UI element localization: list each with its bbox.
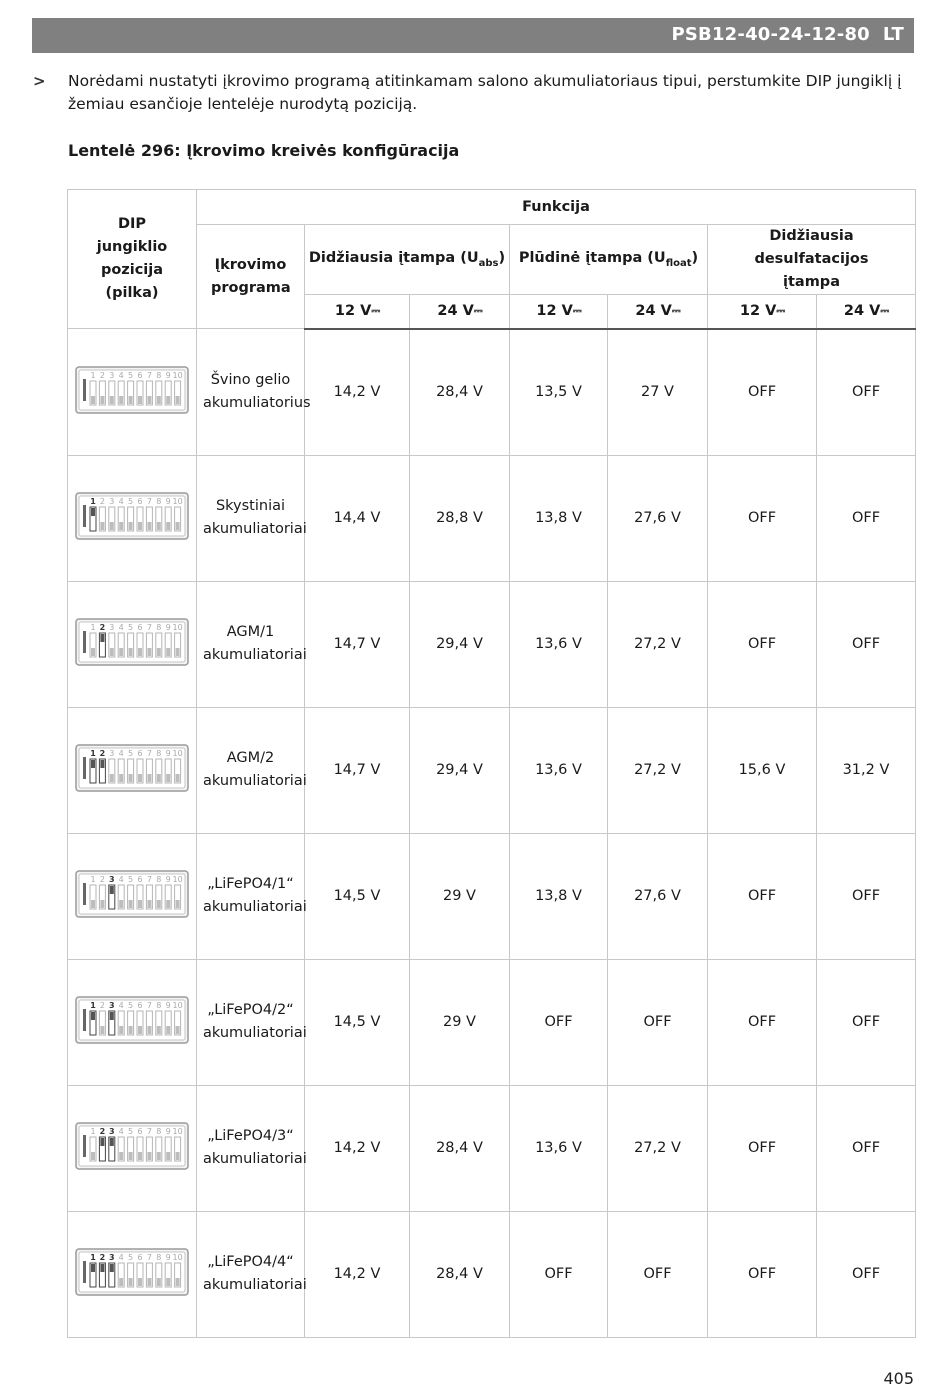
dip-position-cell xyxy=(68,1211,197,1337)
header-u-abs-label: Didžiausia įtampa (U xyxy=(308,250,479,266)
dip-number-label: 4 xyxy=(118,875,124,884)
program-name: AGM/1 akumuliatoriai xyxy=(203,624,307,663)
dip-number-label: 10 xyxy=(172,1001,183,1010)
value-cell-abs12: 14,2 V xyxy=(305,1085,410,1211)
dip-number-label: 7 xyxy=(146,1001,152,1010)
dip-number-label: 7 xyxy=(146,623,152,632)
dip-on-marker xyxy=(83,1009,86,1031)
value-cell-desulf24: OFF xyxy=(817,455,916,581)
dip-switch-on xyxy=(91,508,95,516)
dip-number-label: 6 xyxy=(137,623,143,632)
dip-number-label: 7 xyxy=(146,497,152,506)
dip-number-label: 4 xyxy=(118,370,124,380)
dip-number-label: 7 xyxy=(146,1253,152,1262)
dip-number-label: 10 xyxy=(172,497,183,506)
dip-number-label: 3 xyxy=(109,875,115,884)
table-row xyxy=(68,1085,916,1211)
dip-number-label: 7 xyxy=(146,875,152,884)
value-cell-desulf24: OFF xyxy=(817,1085,916,1211)
dip-number-label: 9 xyxy=(165,1253,171,1262)
header-dip-position xyxy=(68,190,197,329)
value-cell-desulf24: OFF xyxy=(817,959,916,1085)
program-name: Skystiniai akumuliatoriai xyxy=(203,498,307,537)
dip-switch-off xyxy=(157,1026,161,1034)
header-u-float-close: ) xyxy=(691,250,699,266)
dip-number-label: 2 xyxy=(99,1127,106,1136)
voltage-label: 12 V xyxy=(739,303,777,320)
dip-number-label: 9 xyxy=(165,749,171,758)
dip-switch-off xyxy=(100,396,104,404)
dip-number-label: 1 xyxy=(90,749,96,758)
dip-switch-off xyxy=(129,396,133,404)
value-cell-desulf12: OFF xyxy=(708,959,817,1085)
language-code: LT xyxy=(882,24,904,45)
dip-switch-off xyxy=(147,1278,151,1286)
program-cell xyxy=(197,455,305,581)
dip-switch-icon xyxy=(75,870,189,918)
dip-number-label: 5 xyxy=(128,1127,134,1136)
value-cell-float24: 27,6 V xyxy=(608,455,708,581)
dip-switch-off xyxy=(176,522,180,530)
program-name: „LiFePO4/1“ akumuliatoriai xyxy=(203,876,307,915)
dip-number-label: 3 xyxy=(109,1127,115,1136)
dip-number-label: 4 xyxy=(118,623,124,632)
dip-switch-off xyxy=(157,522,161,530)
page-number: 405 xyxy=(883,1369,914,1388)
dip-number-label: 10 xyxy=(172,623,183,632)
table-row xyxy=(68,1211,916,1337)
table-caption: Lentelė 296: Įkrovimo kreivės konfigūracija xyxy=(68,141,460,160)
dip-switch-icon xyxy=(75,744,189,792)
voltage-label: 12 V xyxy=(334,303,372,320)
dip-number-label: 1 xyxy=(90,1001,96,1010)
dip-switch-off xyxy=(119,1026,123,1034)
dip-switch-off xyxy=(157,774,161,782)
table-row xyxy=(68,707,916,833)
dip-number-label: 2 xyxy=(99,749,106,758)
dip-number-label: 5 xyxy=(128,1253,134,1262)
dip-number-label: 3 xyxy=(109,749,115,758)
dip-number-label: 6 xyxy=(137,497,143,506)
dip-switch-off xyxy=(138,774,142,782)
dip-switch-off xyxy=(119,1152,123,1160)
bullet-marker: > xyxy=(33,72,46,90)
dip-switch-off xyxy=(166,648,170,656)
dip-on-marker xyxy=(83,883,86,905)
dip-number-label: 2 xyxy=(99,370,105,380)
dip-switch-off xyxy=(157,648,161,656)
program-cell xyxy=(197,1211,305,1337)
dip-switch-off xyxy=(129,648,133,656)
value-cell-desulf12: OFF xyxy=(708,581,817,707)
header-bar xyxy=(32,18,914,53)
dip-switch-icon xyxy=(75,1248,189,1296)
dip-switch-off xyxy=(138,1152,142,1160)
dip-switch-off xyxy=(91,900,95,908)
dip-switch-off xyxy=(91,1152,95,1160)
dip-on-marker xyxy=(83,1135,86,1157)
value-cell-float24: 27,2 V xyxy=(608,581,708,707)
value-cell-desulf24: OFF xyxy=(817,833,916,959)
dip-switch-on xyxy=(100,634,104,642)
dip-switch-off xyxy=(138,900,142,908)
dip-switch-on xyxy=(100,1138,104,1146)
dip-position-cell xyxy=(68,833,197,959)
dip-switch-off xyxy=(138,1026,142,1034)
dip-number-label: 5 xyxy=(128,623,134,632)
header-u-abs xyxy=(305,225,510,295)
dip-switch-off xyxy=(100,522,104,530)
header-desulf xyxy=(708,225,916,295)
header-u-float xyxy=(510,225,708,295)
dip-number-label: 5 xyxy=(128,370,134,380)
dip-number-label: 3 xyxy=(109,497,115,506)
program-cell xyxy=(197,581,305,707)
dip-switch-off xyxy=(129,1026,133,1034)
dip-number-label: 4 xyxy=(118,497,124,506)
dip-switch-off xyxy=(119,1278,123,1286)
dip-number-label: 5 xyxy=(128,875,134,884)
dip-number-label: 5 xyxy=(128,497,134,506)
dip-number-label: 8 xyxy=(156,1253,162,1262)
dip-number-label: 10 xyxy=(172,1127,183,1136)
dip-number-label: 2 xyxy=(99,875,105,884)
dip-switch-off xyxy=(147,396,151,404)
dip-number-label: 6 xyxy=(137,1253,143,1262)
program-name: Švino gelio akumuliatorius xyxy=(203,371,311,411)
dip-number-label: 1 xyxy=(90,623,96,632)
dip-number-label: 9 xyxy=(165,623,171,632)
dip-switch-off xyxy=(129,900,133,908)
dip-switch-off xyxy=(157,396,161,404)
dip-switch-off xyxy=(157,1152,161,1160)
dip-number-label: 4 xyxy=(118,1253,124,1262)
dip-switch-off xyxy=(138,396,142,404)
dc-symbol-icon: ⎓ xyxy=(776,304,785,318)
dip-switch-icon xyxy=(75,366,189,414)
dip-switch-off xyxy=(176,1278,180,1286)
value-cell-abs12: 14,2 V xyxy=(305,1211,410,1337)
dip-position-cell xyxy=(68,329,197,456)
header-u-float-label: Plūdinė įtampa (U xyxy=(518,250,666,266)
dip-switch-icon xyxy=(75,996,189,1044)
dip-position-cell xyxy=(68,455,197,581)
table-row xyxy=(68,833,916,959)
value-cell-desulf12: OFF xyxy=(708,1085,817,1211)
header-title xyxy=(671,24,904,45)
program-name: „LiFePO4/4“ akumuliatoriai xyxy=(203,1254,307,1293)
table-body xyxy=(68,329,916,1338)
dip-switch-on xyxy=(91,1264,95,1272)
dip-switch-off xyxy=(138,1278,142,1286)
dip-switch-on xyxy=(100,760,104,768)
dip-switch-off xyxy=(100,900,104,908)
dip-switch-off xyxy=(147,1026,151,1034)
dip-number-label: 9 xyxy=(165,497,171,506)
model-name: PSB12-40-24-12-80 xyxy=(671,24,870,45)
dip-number-label: 8 xyxy=(156,370,162,380)
dip-switch-off xyxy=(147,1152,151,1160)
dip-switch-off xyxy=(176,648,180,656)
dip-number-label: 2 xyxy=(99,1001,105,1010)
dip-number-label: 4 xyxy=(118,749,124,758)
dip-number-label: 9 xyxy=(165,875,171,884)
value-cell-abs12: 14,7 V xyxy=(305,707,410,833)
value-cell-desulf24: OFF xyxy=(817,329,916,456)
program-cell xyxy=(197,707,305,833)
dip-number-label: 8 xyxy=(156,1001,162,1010)
value-cell-desulf12: OFF xyxy=(708,1211,817,1337)
dip-switch-off xyxy=(110,396,114,404)
value-cell-float12: 13,8 V xyxy=(510,455,608,581)
dip-switch-off xyxy=(166,900,170,908)
program-name: „LiFePO4/3“ akumuliatoriai xyxy=(203,1128,307,1167)
dc-symbol-icon: ⎓ xyxy=(572,304,581,318)
dip-position-cell xyxy=(68,1085,197,1211)
voltage-label: 24 V xyxy=(843,303,881,320)
value-cell-abs24: 28,4 V xyxy=(410,1211,510,1337)
dip-number-label: 8 xyxy=(156,875,162,884)
dip-number-label: 8 xyxy=(156,1127,162,1136)
dip-number-label: 6 xyxy=(137,749,143,758)
value-cell-desulf24: 31,2 V xyxy=(817,707,916,833)
dip-switch-icon xyxy=(75,492,189,540)
dip-switch-on xyxy=(110,1138,114,1146)
program-name: „LiFePO4/2“ akumuliatoriai xyxy=(203,1002,307,1041)
dip-switch-on xyxy=(110,1264,114,1272)
dip-number-label: 2 xyxy=(99,623,106,632)
header-abs-24v xyxy=(410,295,510,329)
dip-switch-off xyxy=(166,1026,170,1034)
dip-switch-off xyxy=(176,900,180,908)
value-cell-desulf24: OFF xyxy=(817,581,916,707)
header-desulf-12v xyxy=(708,295,817,329)
voltage-label: 24 V xyxy=(437,303,474,320)
dip-switch-off xyxy=(138,648,142,656)
dip-switch-off xyxy=(166,522,170,530)
value-cell-float12: OFF xyxy=(510,1211,608,1337)
value-cell-float24: 27,2 V xyxy=(608,707,708,833)
dip-number-label: 2 xyxy=(99,497,105,506)
value-cell-float12: OFF xyxy=(510,959,608,1085)
value-cell-float24: OFF xyxy=(608,1211,708,1337)
dip-number-label: 9 xyxy=(165,370,171,380)
dip-switch-on xyxy=(100,1264,104,1272)
dip-switch-off xyxy=(129,774,133,782)
dip-switch-on xyxy=(91,760,95,768)
dip-number-label: 1 xyxy=(90,370,96,380)
value-cell-desulf12: OFF xyxy=(708,833,817,959)
dip-number-label: 10 xyxy=(172,1253,183,1262)
header-dip-label: DIP jungiklio pozicija (pilka) xyxy=(96,216,168,301)
dip-number-label: 7 xyxy=(146,1127,152,1136)
dip-switch-off xyxy=(129,1152,133,1160)
value-cell-float24: OFF xyxy=(608,959,708,1085)
header-desulf-24v xyxy=(817,295,916,329)
value-cell-abs24: 28,8 V xyxy=(410,455,510,581)
dip-switch-off xyxy=(176,774,180,782)
dip-on-marker xyxy=(83,631,86,653)
dip-switch-off xyxy=(119,774,123,782)
value-cell-abs12: 14,5 V xyxy=(305,959,410,1085)
dip-on-marker xyxy=(83,1261,86,1283)
dip-switch-off xyxy=(157,900,161,908)
value-cell-float24: 27,2 V xyxy=(608,1085,708,1211)
dip-switch-off xyxy=(119,900,123,908)
dc-symbol-icon: ⎓ xyxy=(880,304,889,318)
value-cell-abs12: 14,7 V xyxy=(305,581,410,707)
value-cell-desulf12: OFF xyxy=(708,329,817,456)
dip-on-marker xyxy=(83,757,86,779)
header-program xyxy=(197,225,305,329)
dc-symbol-icon: ⎓ xyxy=(473,304,482,318)
voltage-label: 12 V xyxy=(536,303,573,320)
dip-on-marker xyxy=(83,379,86,401)
dip-number-label: 3 xyxy=(109,623,115,632)
value-cell-abs24: 29 V xyxy=(410,833,510,959)
dip-switch-off xyxy=(166,1152,170,1160)
value-cell-float12: 13,8 V xyxy=(510,833,608,959)
value-cell-abs24: 28,4 V xyxy=(410,329,510,456)
dip-number-label: 7 xyxy=(146,370,152,380)
dip-number-label: 10 xyxy=(172,370,183,380)
table-row xyxy=(68,329,916,456)
dip-switch-on xyxy=(110,886,114,894)
dip-position-cell xyxy=(68,581,197,707)
dip-switch-off xyxy=(129,1278,133,1286)
dip-switch-off xyxy=(147,648,151,656)
dip-switch-off xyxy=(129,522,133,530)
dc-symbol-icon: ⎓ xyxy=(671,304,680,318)
dip-switch-off xyxy=(166,774,170,782)
dip-number-label: 1 xyxy=(90,875,96,884)
dc-symbol-icon: ⎓ xyxy=(371,304,380,318)
dip-number-label: 8 xyxy=(156,623,162,632)
value-cell-abs12: 14,4 V xyxy=(305,455,410,581)
dip-number-label: 1 xyxy=(90,497,96,506)
charging-config-table xyxy=(67,189,916,1338)
dip-switch-off xyxy=(157,1278,161,1286)
value-cell-float12: 13,6 V xyxy=(510,581,608,707)
value-cell-abs12: 14,5 V xyxy=(305,833,410,959)
dip-number-label: 1 xyxy=(90,1253,96,1262)
dip-switch-off xyxy=(91,648,95,656)
value-cell-abs12: 14,2 V xyxy=(305,329,410,456)
dip-switch-off xyxy=(176,396,180,404)
dip-number-label: 4 xyxy=(118,1001,124,1010)
dip-number-label: 4 xyxy=(118,1127,124,1136)
dip-number-label: 9 xyxy=(165,1001,171,1010)
value-cell-float12: 13,6 V xyxy=(510,1085,608,1211)
dip-switch-icon xyxy=(75,618,189,666)
dip-number-label: 7 xyxy=(146,749,152,758)
header-float-24v xyxy=(608,295,708,329)
dip-number-label: 3 xyxy=(109,1001,115,1010)
value-cell-desulf12: 15,6 V xyxy=(708,707,817,833)
dip-number-label: 5 xyxy=(128,1001,134,1010)
value-cell-float24: 27,6 V xyxy=(608,833,708,959)
value-cell-float12: 13,6 V xyxy=(510,707,608,833)
dip-switch-off xyxy=(176,1152,180,1160)
dip-switch-off xyxy=(147,774,151,782)
dip-switch-off xyxy=(147,522,151,530)
header-float-12v xyxy=(510,295,608,329)
dip-switch-off xyxy=(110,648,114,656)
dip-switch-off xyxy=(91,396,95,404)
value-cell-float24: 27 V xyxy=(608,329,708,456)
dip-switch-off xyxy=(100,1026,104,1034)
header-program-label: Įkrovimo programa xyxy=(211,256,291,296)
dip-switch-off xyxy=(166,396,170,404)
value-cell-desulf12: OFF xyxy=(708,455,817,581)
dip-switch-off xyxy=(119,648,123,656)
program-cell xyxy=(197,833,305,959)
header-function: Funkcija xyxy=(197,190,916,225)
dip-number-label: 3 xyxy=(109,370,115,380)
dip-position-cell xyxy=(68,959,197,1085)
dip-number-label: 8 xyxy=(156,749,162,758)
dip-switch-off xyxy=(176,1026,180,1034)
dip-switch-off xyxy=(110,522,114,530)
value-cell-abs24: 29 V xyxy=(410,959,510,1085)
dip-on-marker xyxy=(83,505,86,527)
dip-number-label: 10 xyxy=(172,875,183,884)
value-cell-float12: 13,5 V xyxy=(510,329,608,456)
dip-switch-icon xyxy=(75,1122,189,1170)
voltage-label: 24 V xyxy=(635,303,672,320)
value-cell-abs24: 29,4 V xyxy=(410,707,510,833)
dip-number-label: 6 xyxy=(137,1127,143,1136)
dip-number-label: 10 xyxy=(172,749,183,758)
dip-switch-off xyxy=(119,522,123,530)
dip-position-cell xyxy=(68,707,197,833)
dip-switch-off xyxy=(138,522,142,530)
program-name: AGM/2 akumuliatoriai xyxy=(203,750,307,789)
header-u-abs-close: ) xyxy=(498,250,506,266)
dip-number-label: 8 xyxy=(156,497,162,506)
dip-number-label: 3 xyxy=(109,1253,115,1262)
dip-number-label: 6 xyxy=(137,370,143,380)
value-cell-abs24: 29,4 V xyxy=(410,581,510,707)
program-cell xyxy=(197,1085,305,1211)
program-cell xyxy=(197,329,311,456)
value-cell-abs24: 28,4 V xyxy=(410,1085,510,1211)
table-row xyxy=(68,581,916,707)
dip-switch-off xyxy=(110,774,114,782)
header-u-abs-sub: abs xyxy=(478,258,499,269)
dip-number-label: 6 xyxy=(137,1001,143,1010)
dip-number-label: 2 xyxy=(99,1253,106,1262)
dip-switch-off xyxy=(166,1278,170,1286)
dip-switch-on xyxy=(110,1012,114,1020)
program-cell xyxy=(197,959,305,1085)
header-desulf-label: Didžiausia desulfatacijos įtampa xyxy=(754,228,869,290)
header-abs-12v xyxy=(305,295,410,329)
dip-switch-off xyxy=(147,900,151,908)
table-row xyxy=(68,455,916,581)
dip-switch-on xyxy=(91,1012,95,1020)
dip-number-label: 6 xyxy=(137,875,143,884)
intro-paragraph: Norėdami nustatyti įkrovimo programą atitinkamam salono akumuliatoriaus tipui, perstumkite DIP jungiklį į žemiau esančioje lentelėje nurodytą poziciją. xyxy=(68,72,902,113)
table-row xyxy=(68,959,916,1085)
dip-switch-off xyxy=(119,396,123,404)
dip-number-label: 1 xyxy=(90,1127,96,1136)
value-cell-desulf24: OFF xyxy=(817,1211,916,1337)
header-u-float-sub: float xyxy=(665,258,692,269)
dip-number-label: 9 xyxy=(165,1127,171,1136)
dip-number-label: 5 xyxy=(128,749,134,758)
